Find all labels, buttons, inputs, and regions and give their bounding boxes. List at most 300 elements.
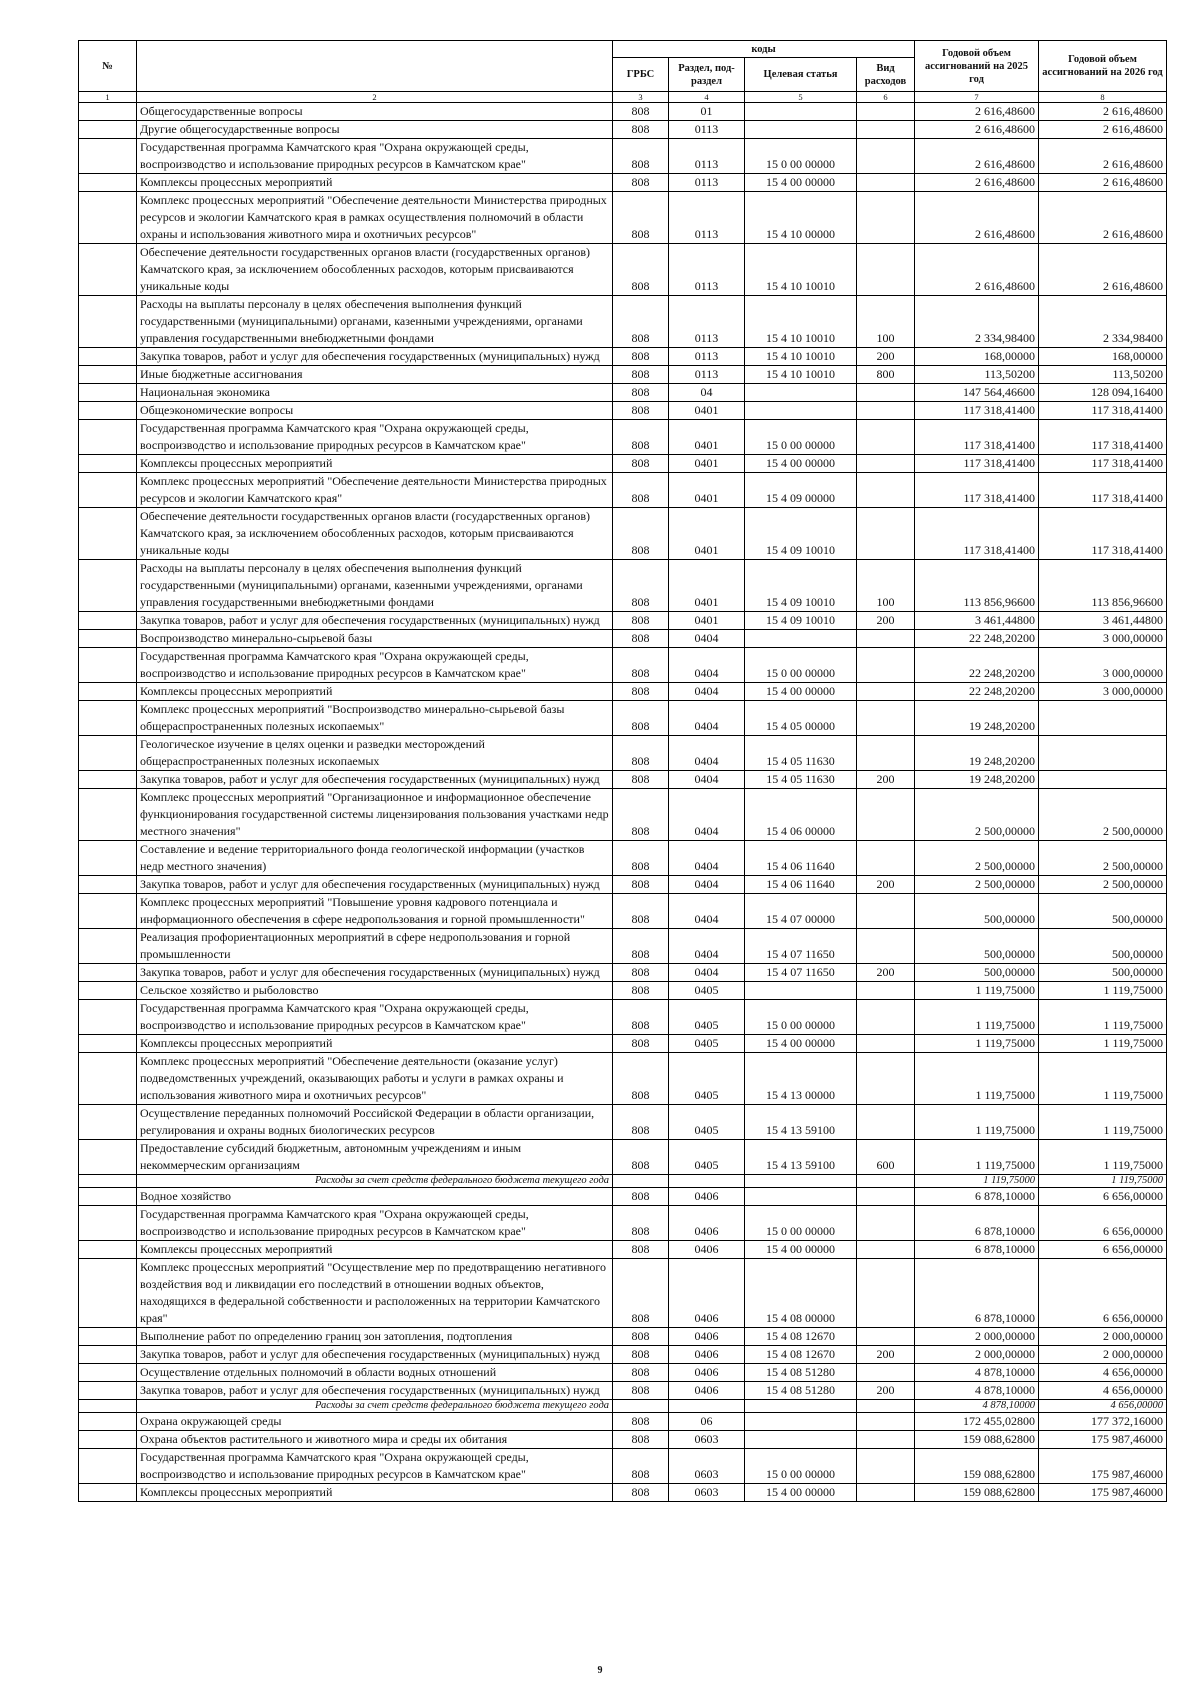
razdel-cell: 0405 [669,1035,745,1053]
celevaya-cell: 15 4 08 51280 [745,1382,857,1400]
table-row [79,121,1167,139]
vid-cell [857,192,915,244]
vid-cell [857,789,915,841]
razdel-cell: 0113 [669,139,745,174]
row-number-cell [79,1105,137,1140]
vid-cell [857,982,915,1000]
amount-2026-cell: 2 616,48600 [1039,139,1167,174]
vid-cell [857,1175,915,1188]
amount-2026-cell: 117 318,41400 [1039,473,1167,508]
col-number-5: 5 [745,92,857,103]
celevaya-cell: 15 0 00 00000 [745,139,857,174]
razdel-cell: 0113 [669,348,745,366]
row-number-cell [79,964,137,982]
amount-2025-cell: 4 878,10000 [915,1382,1039,1400]
row-name-cell: Комплексы процессных мероприятий [137,1035,613,1053]
row-name-cell: Комплекс процессных мероприятий "Обеспечение деятельности Министерства природных ресурсов и экологии Камчатского края" [137,473,613,508]
celevaya-cell [745,630,857,648]
grbs-cell: 808 [613,1484,669,1502]
vid-cell [857,174,915,192]
table-row [79,630,1167,648]
amount-2025-cell: 1 119,75000 [915,982,1039,1000]
row-number-cell [79,366,137,384]
table-row [79,1241,1167,1259]
celevaya-cell: 15 4 08 12670 [745,1346,857,1364]
row-number-cell [79,384,137,402]
razdel-cell: 04 [669,384,745,402]
amount-2025-cell: 2 616,48600 [915,139,1039,174]
vid-cell [857,1206,915,1241]
grbs-cell: 808 [613,1053,669,1105]
celevaya-cell: 15 4 13 59100 [745,1105,857,1140]
vid-cell: 200 [857,876,915,894]
row-name-cell: Составление и ведение территориального фонда геологической информации (участков недр местного значения) [137,841,613,876]
table-row [79,771,1167,789]
row-number-cell [79,508,137,560]
razdel-cell: 0405 [669,1000,745,1035]
grbs-cell: 808 [613,683,669,701]
amount-2026-cell: 6 656,00000 [1039,1206,1167,1241]
row-name-cell: Воспроизводство минерально-сырьевой базы [137,630,613,648]
grbs-cell: 808 [613,384,669,402]
celevaya-cell: 15 0 00 00000 [745,1449,857,1484]
row-number-cell [79,630,137,648]
amount-2026-cell [1039,771,1167,789]
grbs-cell: 808 [613,174,669,192]
row-number-cell [79,1035,137,1053]
row-name-cell: Закупка товаров, работ и услуг для обеспечения государственных (муниципальных) нужд [137,348,613,366]
amount-2025-cell: 2 616,48600 [915,192,1039,244]
celevaya-cell: 15 4 10 10010 [745,244,857,296]
amount-2026-cell: 1 119,75000 [1039,982,1167,1000]
razdel-cell: 0404 [669,841,745,876]
vid-cell [857,473,915,508]
row-name-cell: Государственная программа Камчатского края "Охрана окружающей среды, воспроизводство и использование природных ресурсов в Камчатском крае" [137,648,613,683]
amount-2026-cell: 2 000,00000 [1039,1328,1167,1346]
celevaya-cell [745,1413,857,1431]
amount-2025-cell: 6 878,10000 [915,1188,1039,1206]
table-row [79,1140,1167,1175]
table-row [79,1413,1167,1431]
table-row [79,736,1167,771]
razdel-cell: 0404 [669,683,745,701]
razdel-cell: 0404 [669,876,745,894]
razdel-cell: 0404 [669,771,745,789]
grbs-cell: 808 [613,929,669,964]
table-row [79,560,1167,612]
razdel-cell: 0603 [669,1431,745,1449]
row-name-cell: Национальная экономика [137,384,613,402]
razdel-cell: 0405 [669,1053,745,1105]
razdel-cell: 0404 [669,630,745,648]
page-number: 9 [597,1665,603,1676]
table-row [79,174,1167,192]
razdel-cell: 0406 [669,1259,745,1328]
amount-2025-cell: 4 878,10000 [915,1364,1039,1382]
row-number-cell [79,841,137,876]
table-row [79,402,1167,420]
grbs-cell: 808 [613,876,669,894]
amount-2026-cell [1039,736,1167,771]
table-row [79,982,1167,1000]
razdel-cell: 01 [669,103,745,121]
vid-cell [857,1431,915,1449]
amount-2026-cell: 175 987,46000 [1039,1449,1167,1484]
row-number-cell [79,139,137,174]
vid-cell: 200 [857,612,915,630]
budget-sheet [78,40,1166,1502]
grbs-cell: 808 [613,841,669,876]
amount-2026-cell: 128 094,16400 [1039,384,1167,402]
grbs-cell: 808 [613,1449,669,1484]
row-number-cell [79,121,137,139]
celevaya-cell: 15 4 00 00000 [745,455,857,473]
grbs-cell: 808 [613,560,669,612]
header-name [137,41,613,92]
row-name-cell: Закупка товаров, работ и услуг для обеспечения государственных (муниципальных) нужд [137,876,613,894]
celevaya-cell [745,121,857,139]
celevaya-cell: 15 4 07 11650 [745,929,857,964]
row-number-cell [79,1053,137,1105]
vid-cell [857,648,915,683]
grbs-cell: 808 [613,1382,669,1400]
amount-2025-cell: 6 878,10000 [915,1259,1039,1328]
amount-2025-cell: 159 088,62800 [915,1449,1039,1484]
vid-cell [857,1000,915,1035]
amount-2026-cell: 2 500,00000 [1039,841,1167,876]
amount-2026-cell: 2 616,48600 [1039,192,1167,244]
amount-2025-cell: 1 119,75000 [915,1175,1039,1188]
row-name-cell: Охрана окружающей среды [137,1413,613,1431]
grbs-cell: 808 [613,508,669,560]
row-name-cell: Геологическое изучение в целях оценки и разведки месторождений общераспространенных полезных ископаемых [137,736,613,771]
celevaya-cell: 15 4 09 00000 [745,473,857,508]
amount-2025-cell: 2 616,48600 [915,174,1039,192]
amount-2026-cell: 117 318,41400 [1039,402,1167,420]
celevaya-cell [745,384,857,402]
amount-2026-cell: 4 656,00000 [1039,1364,1167,1382]
row-number-cell [79,683,137,701]
grbs-cell: 808 [613,1259,669,1328]
vid-cell: 200 [857,1382,915,1400]
amount-2025-cell: 500,00000 [915,929,1039,964]
razdel-cell: 0404 [669,894,745,929]
celevaya-cell [745,1431,857,1449]
row-number-cell [79,736,137,771]
row-number-cell [79,1241,137,1259]
row-name-cell: Закупка товаров, работ и услуг для обеспечения государственных (муниципальных) нужд [137,964,613,982]
celevaya-cell [745,1175,857,1188]
row-number-cell [79,1000,137,1035]
row-number-cell [79,1413,137,1431]
row-name-cell: Предоставление субсидий бюджетным, автономным учреждениям и иным некоммерческим организациям [137,1140,613,1175]
row-name-cell: Комплекс процессных мероприятий "Обеспечение деятельности Министерства природных ресурсов и экологии Камчатского края в рамках осуществления полномочий в области охраны и использования животного мира и охотничьих ресурсов" [137,192,613,244]
row-name-cell: Государственная программа Камчатского края "Охрана окружающей среды, воспроизводство и использование природных ресурсов в Камчатском крае" [137,1206,613,1241]
amount-2025-cell: 1 119,75000 [915,1000,1039,1035]
celevaya-cell: 15 4 10 00000 [745,192,857,244]
amount-2025-cell: 2 000,00000 [915,1328,1039,1346]
grbs-cell: 808 [613,1188,669,1206]
header-celevaya: Целевая статья [745,58,857,92]
table-row [79,701,1167,736]
federal-budget-row [79,1175,1167,1188]
amount-2025-cell: 1 119,75000 [915,1105,1039,1140]
amount-2025-cell: 117 318,41400 [915,508,1039,560]
vid-cell [857,384,915,402]
grbs-cell: 808 [613,1140,669,1175]
row-number-cell [79,1382,137,1400]
razdel-cell: 0404 [669,736,745,771]
row-number-cell [79,1449,137,1484]
vid-cell [857,683,915,701]
amount-2025-cell: 1 119,75000 [915,1035,1039,1053]
grbs-cell: 808 [613,964,669,982]
celevaya-cell: 15 0 00 00000 [745,1000,857,1035]
row-number-cell [79,420,137,455]
table-row [79,508,1167,560]
celevaya-cell: 15 4 00 00000 [745,683,857,701]
grbs-cell: 808 [613,701,669,736]
row-name-cell: Осуществление отдельных полномочий в области водных отношений [137,1364,613,1382]
razdel-cell [669,1175,745,1188]
row-name-cell: Общегосударственные вопросы [137,103,613,121]
amount-2026-cell: 113,50200 [1039,366,1167,384]
col-number-7: 7 [915,92,1039,103]
amount-2026-cell: 117 318,41400 [1039,455,1167,473]
razdel-cell: 0406 [669,1241,745,1259]
table-row [79,1449,1167,1484]
vid-cell [857,508,915,560]
grbs-cell: 808 [613,420,669,455]
vid-cell: 200 [857,1346,915,1364]
vid-cell [857,1053,915,1105]
row-name-cell: Реализация профориентационных мероприятий в сфере недропользования и горной промышленности [137,929,613,964]
row-number-cell [79,771,137,789]
razdel-cell: 0401 [669,455,745,473]
table-row [79,876,1167,894]
vid-cell [857,402,915,420]
row-number-cell [79,1364,137,1382]
amount-2025-cell: 2 616,48600 [915,244,1039,296]
row-name-cell: Комплексы процессных мероприятий [137,1484,613,1502]
table-header [79,41,1167,103]
celevaya-cell [745,1400,857,1413]
amount-2025-cell: 1 119,75000 [915,1053,1039,1105]
row-name-cell: Осуществление переданных полномочий Российской Федерации в области организации, регулирования и охраны водных биологических ресурсов [137,1105,613,1140]
grbs-cell: 808 [613,648,669,683]
amount-2026-cell [1039,701,1167,736]
amount-2026-cell: 2 000,00000 [1039,1346,1167,1364]
grbs-cell: 808 [613,1000,669,1035]
razdel-cell: 0401 [669,420,745,455]
amount-2025-cell: 147 564,46600 [915,384,1039,402]
celevaya-cell: 15 4 08 12670 [745,1328,857,1346]
table-row [79,1188,1167,1206]
header-grbs: ГРБС [613,58,669,92]
row-name-cell: Расходы на выплаты персоналу в целях обеспечения выполнения функций государственными (муниципальными) органами, казенными учреждениями, органами управления государственными внебюджетными фондами [137,296,613,348]
amount-2026-cell: 500,00000 [1039,964,1167,982]
amount-2025-cell: 500,00000 [915,894,1039,929]
amount-2025-cell: 4 878,10000 [915,1400,1039,1413]
table-row [79,1206,1167,1241]
amount-2026-cell: 168,00000 [1039,348,1167,366]
amount-2025-cell: 3 461,44800 [915,612,1039,630]
amount-2026-cell: 1 119,75000 [1039,1140,1167,1175]
table-row [79,1346,1167,1364]
grbs-cell: 808 [613,402,669,420]
table-row [79,841,1167,876]
amount-2025-cell: 2 000,00000 [915,1346,1039,1364]
row-name-cell: Комплексы процессных мероприятий [137,1241,613,1259]
celevaya-cell: 15 4 09 10010 [745,508,857,560]
header-vid: Вид расходов [857,58,915,92]
grbs-cell: 808 [613,121,669,139]
amount-2025-cell: 117 318,41400 [915,455,1039,473]
header-num: № [79,41,137,92]
row-number-cell [79,244,137,296]
celevaya-cell: 15 4 10 10010 [745,296,857,348]
col-number-1: 1 [79,92,137,103]
amount-2025-cell: 159 088,62800 [915,1484,1039,1502]
razdel-cell: 0603 [669,1484,745,1502]
amount-2026-cell: 2 616,48600 [1039,103,1167,121]
amount-2025-cell: 172 455,02800 [915,1413,1039,1431]
table-row [79,1431,1167,1449]
row-name-cell: Государственная программа Камчатского края "Охрана окружающей среды, воспроизводство и использование природных ресурсов в Камчатском крае" [137,420,613,455]
grbs-cell: 808 [613,103,669,121]
amount-2026-cell: 2 334,98400 [1039,296,1167,348]
amount-2025-cell: 117 318,41400 [915,402,1039,420]
row-number-cell [79,192,137,244]
celevaya-cell: 15 4 00 00000 [745,1484,857,1502]
celevaya-cell: 15 4 06 00000 [745,789,857,841]
celevaya-cell: 15 4 05 11630 [745,736,857,771]
table-row [79,1000,1167,1035]
grbs-cell: 808 [613,1241,669,1259]
vid-cell [857,121,915,139]
table-row [79,244,1167,296]
razdel-cell: 0113 [669,121,745,139]
row-name-cell: Сельское хозяйство и рыболовство [137,982,613,1000]
row-number-cell [79,1259,137,1328]
grbs-cell: 808 [613,192,669,244]
vid-cell: 800 [857,366,915,384]
row-number-cell [79,560,137,612]
razdel-cell: 0406 [669,1346,745,1364]
vid-cell [857,1105,915,1140]
celevaya-cell: 15 4 13 00000 [745,1053,857,1105]
vid-cell [857,1259,915,1328]
vid-cell [857,455,915,473]
row-number-cell [79,1206,137,1241]
row-name-cell: Иные бюджетные ассигнования [137,366,613,384]
row-number-cell [79,1188,137,1206]
amount-2026-cell: 3 000,00000 [1039,683,1167,701]
row-number-cell [79,103,137,121]
vid-cell: 100 [857,560,915,612]
celevaya-cell: 15 4 07 11650 [745,964,857,982]
amount-2026-cell: 2 616,48600 [1039,174,1167,192]
vid-cell [857,1484,915,1502]
celevaya-cell: 15 4 00 00000 [745,1241,857,1259]
grbs-cell: 808 [613,1328,669,1346]
row-number-cell [79,348,137,366]
row-number-cell [79,402,137,420]
vid-cell [857,103,915,121]
table-row [79,366,1167,384]
celevaya-cell: 15 4 05 00000 [745,701,857,736]
amount-2026-cell: 2 616,48600 [1039,244,1167,296]
amount-2025-cell: 2 616,48600 [915,103,1039,121]
vid-cell [857,420,915,455]
amount-2025-cell: 6 878,10000 [915,1206,1039,1241]
vid-cell [857,1241,915,1259]
amount-2026-cell: 1 119,75000 [1039,1175,1167,1188]
grbs-cell: 808 [613,982,669,1000]
razdel-cell: 0603 [669,1449,745,1484]
row-name-cell: Комплекс процессных мероприятий "Воспроизводство минерально-сырьевой базы общераспространенных полезных ископаемых" [137,701,613,736]
table-row [79,1484,1167,1502]
amount-2025-cell: 2 616,48600 [915,121,1039,139]
amount-2026-cell: 6 656,00000 [1039,1259,1167,1328]
grbs-cell: 808 [613,348,669,366]
razdel-cell: 0406 [669,1206,745,1241]
row-name-cell: Государственная программа Камчатского края "Охрана окружающей среды, воспроизводство и использование природных ресурсов в Камчатском крае" [137,1000,613,1035]
header-2025: Годовой объем ассигнований на 2025 год [915,41,1039,92]
row-name-cell: Общеэкономические вопросы [137,402,613,420]
row-name-cell: Закупка товаров, работ и услуг для обеспечения государственных (муниципальных) нужд [137,1382,613,1400]
razdel-cell: 0401 [669,612,745,630]
row-number-cell [79,1140,137,1175]
col-number-4: 4 [669,92,745,103]
amount-2026-cell: 500,00000 [1039,929,1167,964]
row-name-cell: Расходы на выплаты персоналу в целях обеспечения выполнения функций государственными (муниципальными) органами, казенными учреждениями, органами управления государственными внебюджетными фондами [137,560,613,612]
row-number-cell [79,1484,137,1502]
amount-2026-cell: 1 119,75000 [1039,1000,1167,1035]
row-number-cell [79,648,137,683]
row-number-cell [79,1346,137,1364]
celevaya-cell [745,982,857,1000]
razdel-cell: 0406 [669,1328,745,1346]
vid-cell: 200 [857,348,915,366]
grbs-cell: 808 [613,1206,669,1241]
amount-2025-cell: 159 088,62800 [915,1431,1039,1449]
razdel-cell: 0405 [669,1140,745,1175]
vid-cell [857,841,915,876]
amount-2025-cell: 168,00000 [915,348,1039,366]
amount-2026-cell: 177 372,16000 [1039,1413,1167,1431]
table-row [79,1328,1167,1346]
grbs-cell: 808 [613,473,669,508]
grbs-cell: 808 [613,630,669,648]
table-row [79,384,1167,402]
amount-2025-cell: 2 334,98400 [915,296,1039,348]
col-number-6: 6 [857,92,915,103]
razdel-cell: 0404 [669,929,745,964]
grbs-cell: 808 [613,366,669,384]
table-row [79,964,1167,982]
celevaya-cell: 15 4 09 10010 [745,612,857,630]
table-row [79,139,1167,174]
celevaya-cell: 15 4 06 11640 [745,876,857,894]
celevaya-cell: 15 0 00 00000 [745,648,857,683]
razdel-cell: 0113 [669,192,745,244]
row-name-cell: Выполнение работ по определению границ зон затопления, подтопления [137,1328,613,1346]
amount-2026-cell: 175 987,46000 [1039,1484,1167,1502]
row-name-cell: Другие общегосударственные вопросы [137,121,613,139]
vid-cell [857,894,915,929]
grbs-cell: 808 [613,894,669,929]
